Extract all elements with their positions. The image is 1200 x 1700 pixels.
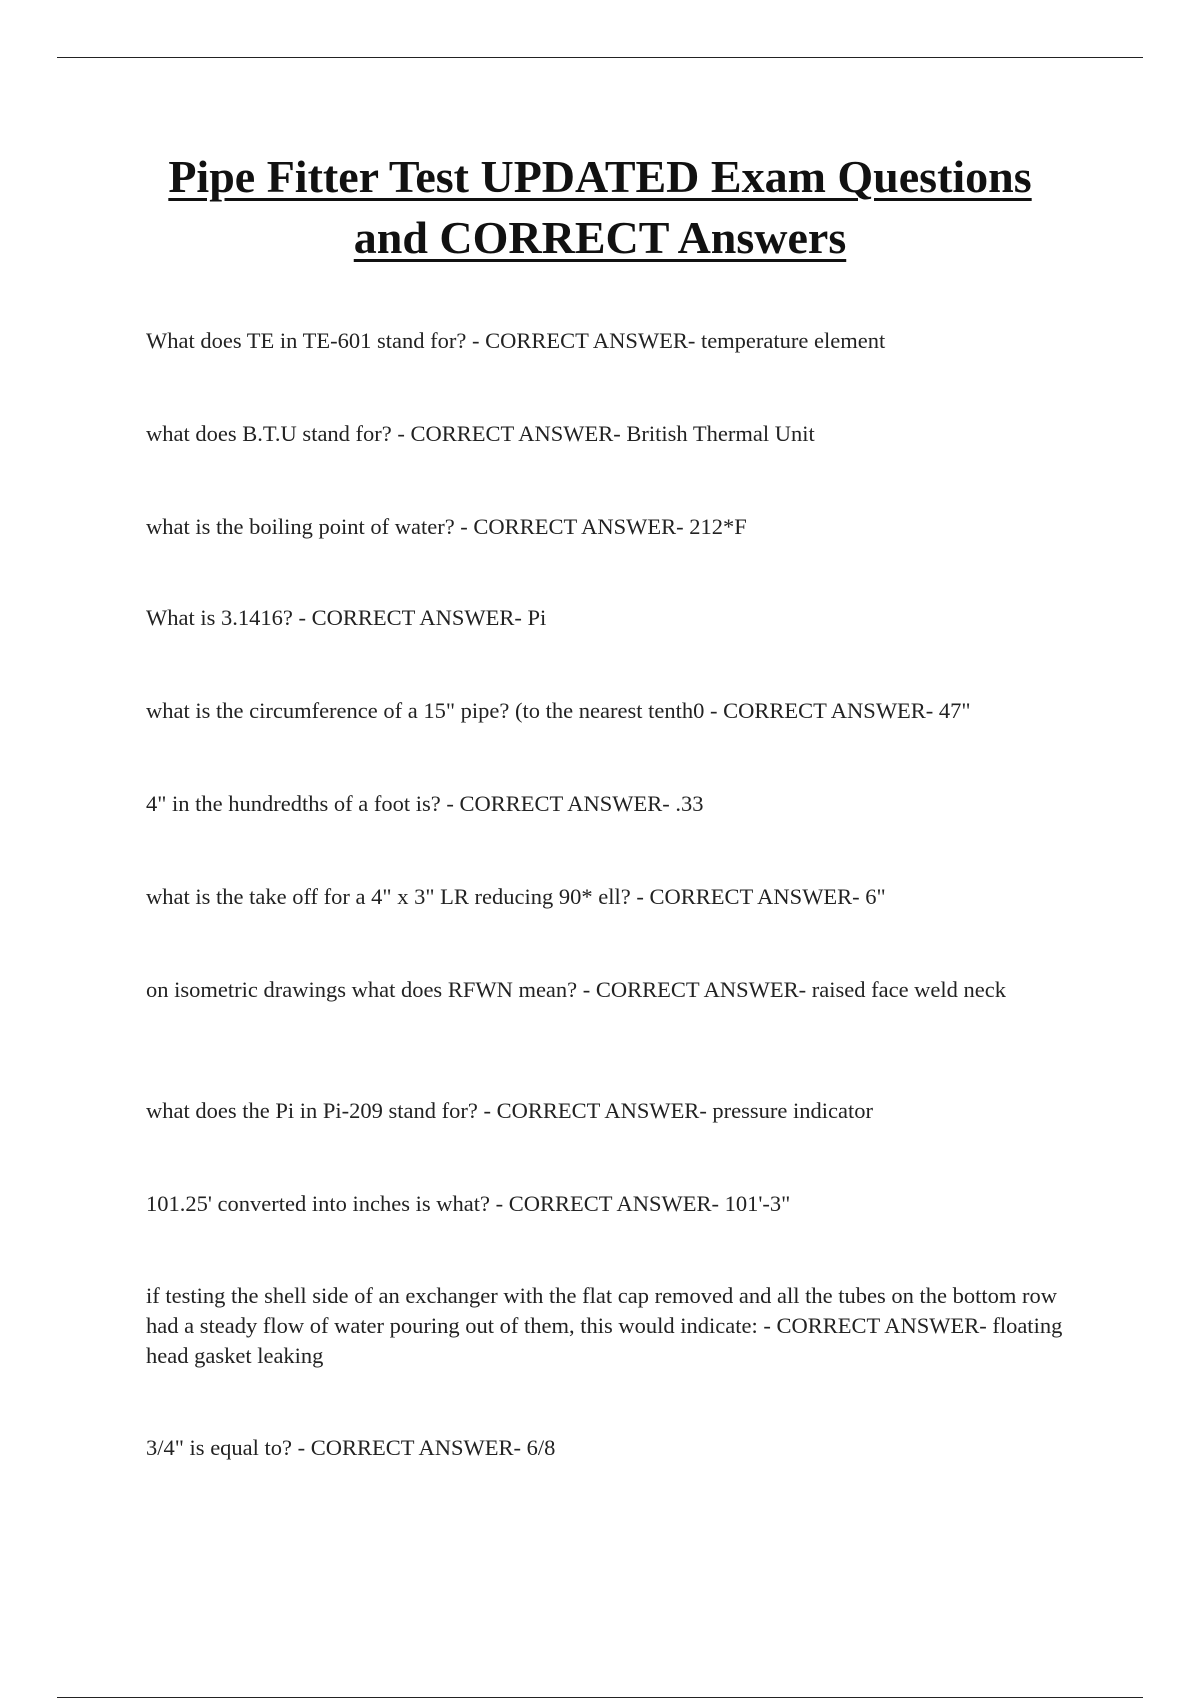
qa-item-6: 4" in the hundredths of a foot is? - CORRECT ANSWER- .33: [146, 791, 704, 816]
qa-item-3: what is the boiling point of water? - CORRECT ANSWER- 212*F: [146, 514, 747, 539]
bottom-rule: [57, 1697, 1143, 1698]
title-line-2: and CORRECT Answers: [353, 212, 847, 263]
qa-item-2: what does B.T.U stand for? - CORRECT ANSWER- British Thermal Unit: [146, 421, 815, 446]
top-rule: [57, 57, 1143, 58]
document-title: [100, 146, 1100, 268]
qa-item-10: 101.25' converted into inches is what? - CORRECT ANSWER- 101'-3": [146, 1191, 791, 1216]
qa-item-5: what is the circumference of a 15" pipe? (to the nearest tenth0 - CORRECT ANSWER- 47": [146, 698, 971, 723]
qa-item-12: 3/4" is equal to? - CORRECT ANSWER- 6/8: [146, 1435, 556, 1460]
qa-item-11: if testing the shell side of an exchanger with the flat cap removed and all the tubes on the bottom row had a steady flow of water pouring out of them, this would indicate: - CORRECT ANSWER- floating head gasket leaking: [146, 1283, 1063, 1368]
qa-item-8: on isometric drawings what does RFWN mean? - CORRECT ANSWER- raised face weld neck: [146, 977, 1007, 1002]
qa-item-1: What does TE in TE-601 stand for? - CORRECT ANSWER- temperature element: [146, 328, 886, 353]
qa-item-7: what is the take off for a 4" x 3" LR reducing 90* ell? - CORRECT ANSWER- 6": [146, 884, 886, 909]
qa-item-9: what does the Pi in Pi-209 stand for? - CORRECT ANSWER- pressure indicator: [146, 1098, 873, 1123]
title-line-1: Pipe Fitter Test UPDATED Exam Questions: [168, 151, 1032, 202]
qa-item-4: What is 3.1416? - CORRECT ANSWER- Pi: [146, 605, 547, 630]
